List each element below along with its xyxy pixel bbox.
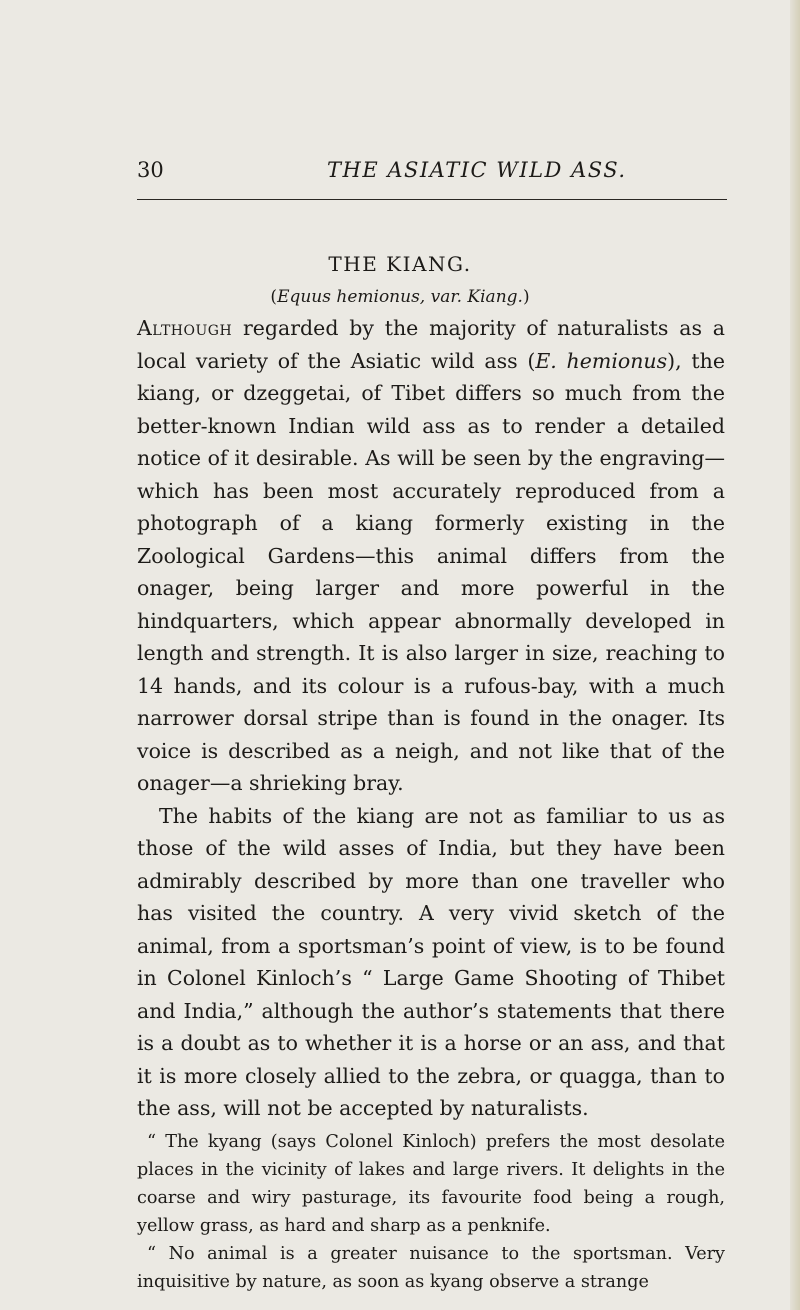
body-text [137, 312, 725, 1296]
page-edge [790, 0, 800, 1310]
paragraph-1 [137, 312, 725, 800]
paragraph-1-lead: Although [137, 316, 233, 340]
taxon-open-paren: ( [270, 287, 278, 307]
quote-paragraph-1: “ The kyang (says Colonel Kinloch) prefers the most desolate places in the vicinity of lakes and large rivers. It delights in the coarse and wiry pasturage, its favourite food being a rough, yellow grass, as hard and sharp as a penknife. [137, 1131, 725, 1236]
paragraph-1-text-b: ), the kiang, or dzeggetai, of Tibet differs so much from the better-known Indian wild ass as to render a detailed notice of it desirable. As will be seen by the engraving—which has been most accurately reproduced from a photograph of a kiang formerly existing in the Zoological Gardens—this animal differs from the onager, being larger and more powerful in the hindquarters, which appear abnormally developed in length and strength. It is also larger in size, reaching to 14 hands, and its colour is a rufous-bay, with a much narrower dorsal stripe than is found in the onager. Its voice is described as a neigh, and not like that of the onager—a shrieking bray. [137, 348, 725, 795]
page-header [137, 158, 727, 192]
taxon-name: Equus hemionus, var. Kiang. [277, 287, 523, 307]
page-number: 30 [137, 158, 164, 182]
paragraph-1-italic: E. hemionus [535, 348, 668, 373]
taxon-subtitle [0, 287, 800, 307]
header-rule [137, 199, 727, 200]
paragraph-1-text-a: regarded by the majority of naturalists as a local variety of the Asiatic wild ass ( [137, 316, 725, 373]
taxon-close-paren: ) [522, 287, 530, 307]
section-title: THE KIANG. [328, 252, 472, 276]
quote-paragraph-2: “ No animal is a greater nuisance to the sportsman. Very inquisitive by nature, as soon as kyang observe a strange [137, 1243, 725, 1292]
paragraph-2: The habits of the kiang are not as familiar to us as those of the wild asses of India, but they have been admirably described by more than one traveller who has visited the country. A very vivid sketch of the animal, from a sportsman’s point of view, is to be found in Colonel Kinloch’s “ Large Game Shooting of Thibet and India,” although the author’s statements that there is a doubt as to whether it is a horse or an ass, and that it is more closely allied to the zebra, or quagga, than to the ass, will not be accepted by naturalists. [137, 803, 725, 1120]
running-title: THE ASIATIC WILD ASS. [327, 158, 627, 182]
